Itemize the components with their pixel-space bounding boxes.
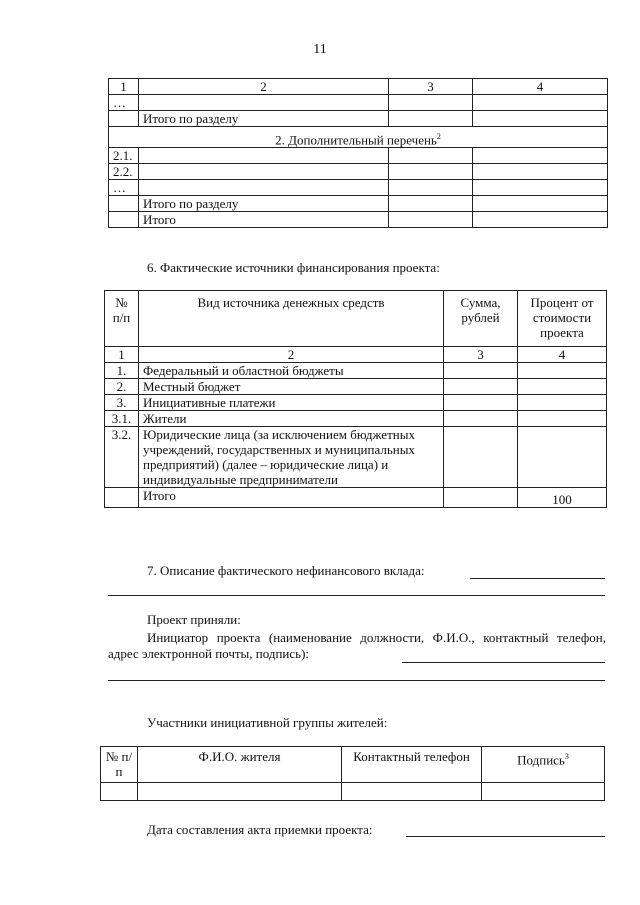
section-title <box>109 127 608 148</box>
table-cell <box>473 180 608 196</box>
table-cell <box>389 95 473 111</box>
table-cell <box>105 488 139 508</box>
row-percent <box>518 363 607 379</box>
row-text: Итого по разделу <box>139 111 389 127</box>
row-number <box>109 196 139 212</box>
acceptance-title: Проект приняли: <box>147 612 241 627</box>
header-num: № п/п <box>105 291 139 347</box>
table-cell <box>473 148 608 164</box>
header-type: Вид источника денежных средств <box>139 291 444 347</box>
table-cell <box>389 148 473 164</box>
row-percent <box>518 411 607 427</box>
table-cell <box>389 180 473 196</box>
signature-label: Подпись <box>517 752 565 768</box>
row-percent <box>518 395 607 411</box>
table-row <box>109 148 608 164</box>
total-row <box>105 488 607 508</box>
row-text: Юридические лица (за исключением бюджетных учреждений, государственных и муниципальных предприятий) (далее – юридические лица) и индивидуальные предприниматели <box>139 427 444 488</box>
table-cell <box>473 95 608 111</box>
table-cell: 2 <box>139 347 444 363</box>
row-number: 2.1. <box>109 148 139 164</box>
section7-heading: 7. Описание фактического нефинансового вклада: <box>147 563 425 578</box>
row-number <box>109 111 139 127</box>
table-cell: 1 <box>105 347 139 363</box>
row-number: 1. <box>105 363 139 379</box>
row-sum <box>444 427 518 488</box>
row-percent <box>518 379 607 395</box>
act-date-label: Дата составления акта приемки проекта: <box>147 822 373 837</box>
table-row <box>109 95 608 111</box>
footnote-mark: 2 <box>436 132 441 141</box>
fill-line <box>406 836 605 837</box>
row-number: 3. <box>105 395 139 411</box>
fill-line <box>108 680 605 681</box>
footnote-mark: 3 <box>564 752 569 761</box>
row-sum <box>444 379 518 395</box>
row-sum <box>444 363 518 379</box>
table-header-row <box>101 747 605 783</box>
table-cell: 4 <box>518 347 607 363</box>
table-cell <box>342 783 482 801</box>
row-text: Инициативные платежи <box>139 395 444 411</box>
row-number: … <box>109 95 139 111</box>
table-row <box>105 379 607 395</box>
table-row <box>105 395 607 411</box>
table-cell: 3 <box>444 347 518 363</box>
header-phone: Контактный телефон <box>342 747 482 783</box>
total-label: Итого <box>139 488 444 508</box>
row-text <box>139 180 389 196</box>
header-signature <box>482 747 605 783</box>
row-text <box>139 148 389 164</box>
row-number: 3.1. <box>105 411 139 427</box>
table-cell <box>389 212 473 228</box>
table-cell <box>473 212 608 228</box>
cost-table-continued <box>108 78 608 228</box>
row-sum <box>444 411 518 427</box>
row-text: Итого <box>139 212 389 228</box>
table-cell <box>101 783 138 801</box>
section6-heading: 6. Фактические источники финансирования проекта: <box>147 260 440 275</box>
table-row <box>105 411 607 427</box>
table-cell <box>482 783 605 801</box>
table-cell: 3 <box>389 79 473 95</box>
row-text <box>139 95 389 111</box>
table-row <box>105 427 607 488</box>
row-text: Местный бюджет <box>139 379 444 395</box>
table-cell <box>138 783 342 801</box>
table-cell <box>444 488 518 508</box>
table-row <box>105 347 607 363</box>
header-sum: Сумма, рублей <box>444 291 518 347</box>
header-percent: Процент от стоимости проекта <box>518 291 607 347</box>
table-row <box>105 363 607 379</box>
row-number: … <box>109 180 139 196</box>
row-number: 2. <box>105 379 139 395</box>
table-cell <box>389 111 473 127</box>
table-row <box>109 79 608 95</box>
row-percent <box>518 427 607 488</box>
table-cell: 1 <box>109 79 139 95</box>
table-cell <box>473 164 608 180</box>
table-cell: 4 <box>473 79 608 95</box>
table-row <box>109 111 608 127</box>
table-row <box>109 180 608 196</box>
row-text <box>139 164 389 180</box>
table-cell <box>473 196 608 212</box>
fill-line <box>108 595 605 596</box>
section-title-row <box>109 127 608 148</box>
table-header-row <box>105 291 607 347</box>
section-title-text: 2. Дополнительный перечень <box>275 132 437 148</box>
table-row <box>101 783 605 801</box>
initiator-text: Инициатор проекта (наименование должности, Ф.И.О., контактный телефон, адрес электронной почты, подпись): <box>108 630 606 661</box>
funding-sources-table <box>104 290 607 508</box>
row-number <box>109 212 139 228</box>
table-row <box>109 164 608 180</box>
table-row <box>109 196 608 212</box>
total-percent: 100 <box>518 488 607 508</box>
header-num: № п/п <box>101 747 138 783</box>
table-cell <box>389 164 473 180</box>
participants-table <box>100 746 605 801</box>
row-number: 2.2. <box>109 164 139 180</box>
fill-line <box>470 578 605 579</box>
row-sum <box>444 395 518 411</box>
table-cell <box>473 111 608 127</box>
table-cell <box>389 196 473 212</box>
page-number: 11 <box>313 42 327 57</box>
row-text: Федеральный и областной бюджеты <box>139 363 444 379</box>
fill-line <box>402 662 605 663</box>
participants-heading: Участники инициативной группы жителей: <box>147 715 388 730</box>
row-text: Жители <box>139 411 444 427</box>
row-number: 3.2. <box>105 427 139 488</box>
table-row <box>109 212 608 228</box>
table-cell: 2 <box>139 79 389 95</box>
header-name: Ф.И.О. жителя <box>138 747 342 783</box>
row-text: Итого по разделу <box>139 196 389 212</box>
